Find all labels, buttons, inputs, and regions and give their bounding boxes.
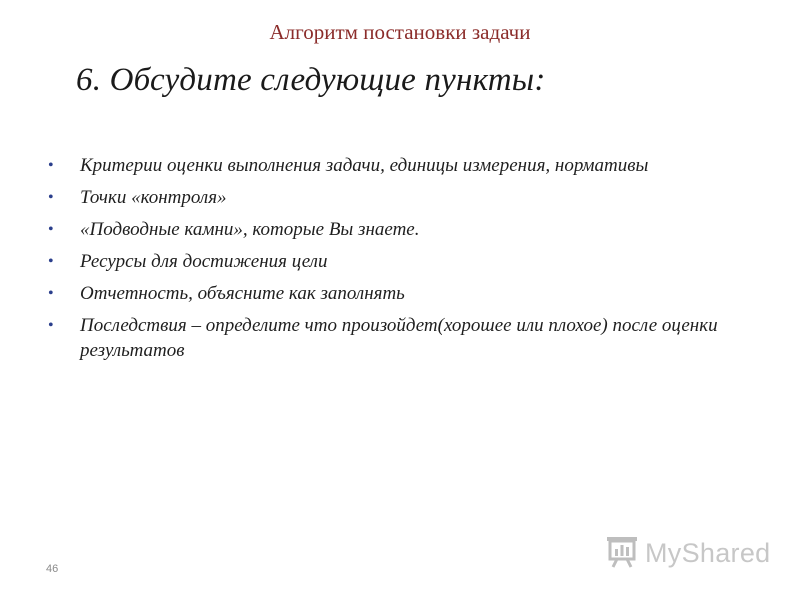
bullet-text: Последствия – определите что произойдет(хорошее или плохое) после оценки результатов [80, 315, 718, 361]
bullet-item [44, 217, 774, 242]
slide-title: Алгоритм постановки задачи [269, 20, 531, 44]
slide-heading: 6. Обсудите следующие пункты: [76, 62, 546, 98]
bullet-text: Отчетность, объясните как заполнять [80, 283, 405, 304]
watermark-text: MyShared [645, 538, 771, 568]
bullet-item [44, 281, 774, 306]
bullet-text: Ресурсы для достижения цели [80, 251, 328, 272]
bullet-text: Критерии оценки выполнения задачи, единицы измерения, нормативы [80, 155, 649, 176]
bullet-text: Точки «контроля» [80, 187, 227, 208]
bullet-dot: • [48, 317, 54, 334]
bullet-dot: • [48, 189, 54, 206]
page-number: 46 [46, 563, 59, 575]
presentation-board-icon [605, 534, 639, 573]
bullet-dot: • [48, 285, 54, 302]
bullet-dot: • [48, 157, 54, 174]
watermark-logo[interactable] [605, 534, 770, 573]
bullet-text: «Подводные камни», которые Вы знаете. [80, 219, 420, 240]
bullet-item [44, 185, 774, 210]
bullet-item [44, 249, 774, 274]
bullet-list [44, 153, 774, 370]
bullet-dot: • [48, 253, 54, 270]
bullet-dot: • [48, 221, 54, 238]
bullet-item [44, 153, 774, 178]
bullet-item [44, 313, 774, 363]
